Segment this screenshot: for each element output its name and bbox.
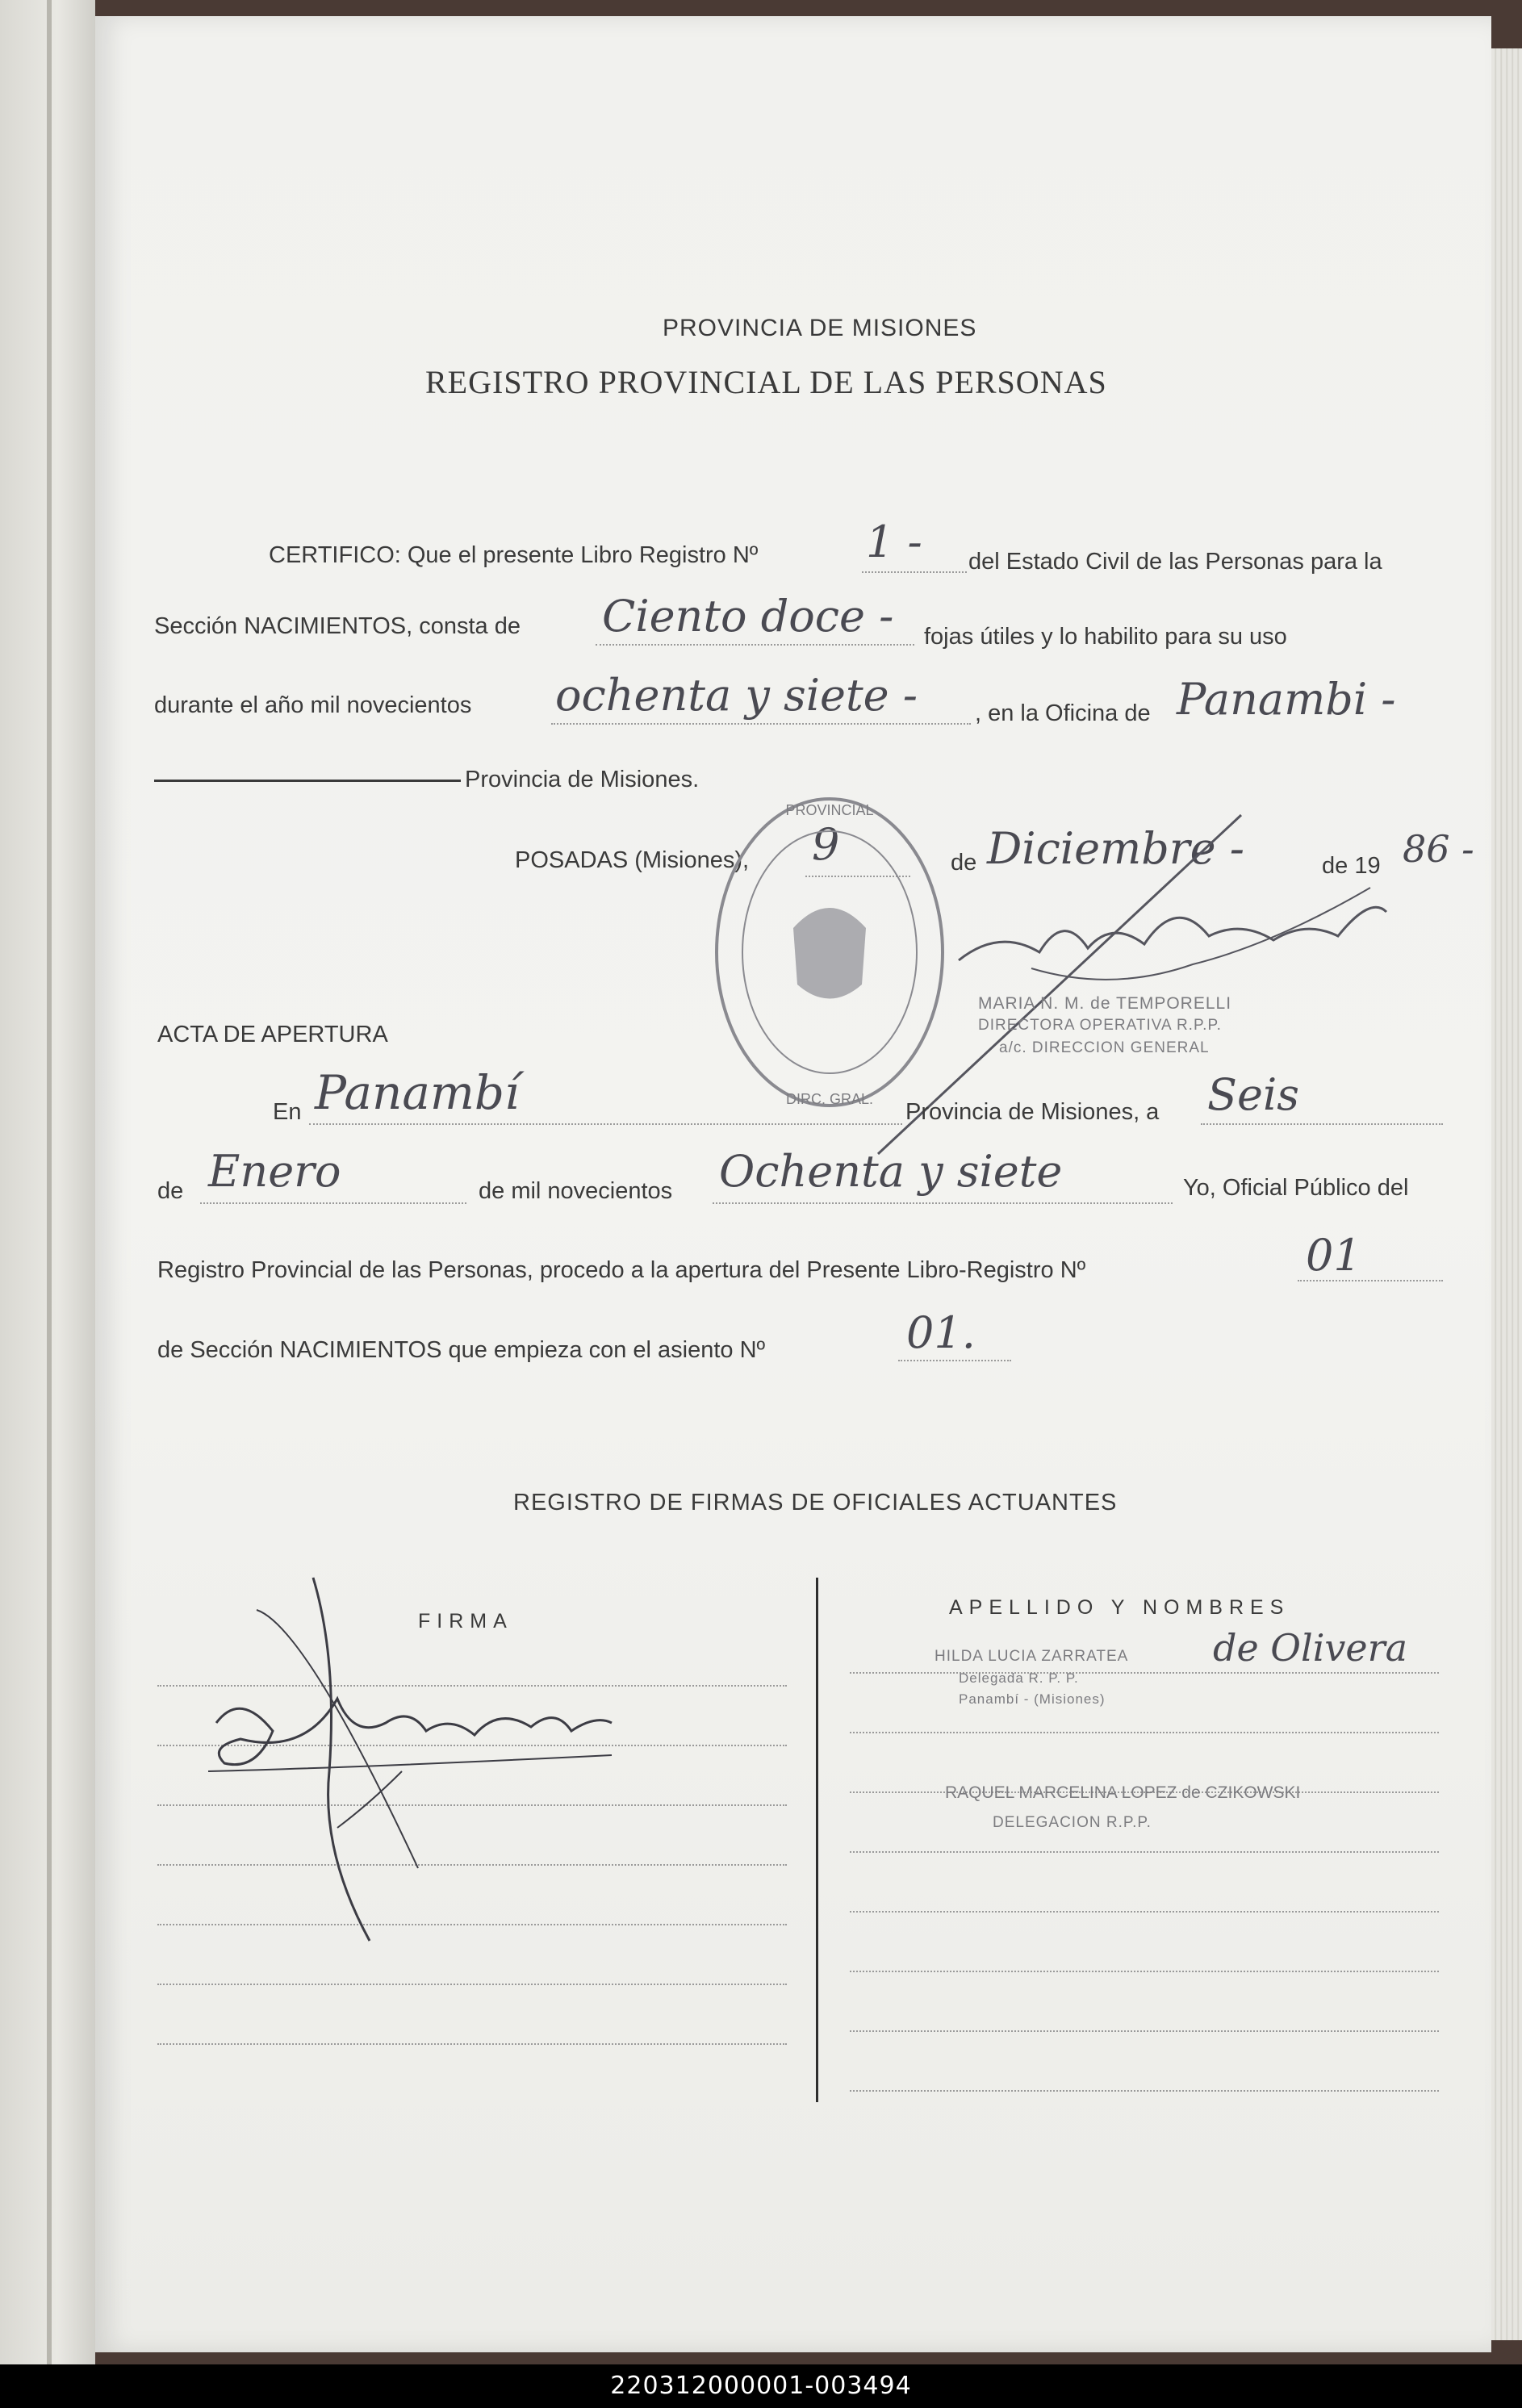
acta-year-handwritten: Ochenta y siete	[719, 1146, 1063, 1197]
director-name-stamp: MARIA N. M. de TEMPORELLI	[978, 994, 1232, 1013]
de-label: de	[951, 850, 977, 876]
year-suffix-handwritten: 86 -	[1403, 827, 1474, 871]
month-handwritten: Diciembre -	[987, 823, 1244, 874]
acta-de: de	[157, 1178, 184, 1204]
signature-line	[157, 2043, 787, 2045]
director-office-stamp: a/c. DIRECCION GENERAL	[999, 1039, 1210, 1056]
book-number-handwritten: 1 -	[866, 516, 922, 567]
col-firma-heading: FIRMA	[418, 1610, 513, 1633]
name-line	[850, 2090, 1439, 2092]
cert-line3-b: , en la Oficina de	[975, 700, 1151, 726]
acta-province-a: Provincia de Misiones, a	[905, 1099, 1160, 1125]
name-line	[850, 1911, 1439, 1913]
name-line	[850, 1851, 1439, 1853]
de-19-label: de 19	[1322, 853, 1381, 879]
director-role-stamp: DIRECTORA OPERATIVA R.P.P.	[978, 1017, 1222, 1034]
official1-handwritten-surname: de Olivera	[1213, 1626, 1408, 1670]
cert-line4: Provincia de Misiones.	[465, 767, 700, 792]
fill-line	[1201, 1123, 1443, 1125]
name-line	[850, 1971, 1439, 1972]
province-heading: PROVINCIA DE MISIONES	[663, 315, 977, 341]
official2-stamp-name: RAQUEL MARCELINA LOPEZ de CZIKOWSKI	[945, 1783, 1301, 1802]
day-handwritten: 9	[812, 819, 840, 870]
acta-place-handwritten: Panambí	[315, 1065, 520, 1120]
cert-line1-a: CERTIFICO: Que el presente Libro Registro Nº	[269, 542, 759, 568]
year-handwritten: ochenta y siete -	[555, 670, 918, 721]
col-names-heading: APELLIDO Y NOMBRES	[949, 1596, 1290, 1619]
book-spine	[47, 0, 52, 2364]
cert-line1-b: del Estado Civil de las Personas para la	[968, 549, 1382, 575]
registry-heading: REGISTRO PROVINCIAL DE LAS PERSONAS	[425, 364, 1107, 400]
name-line	[850, 1672, 1439, 1674]
signature-line	[157, 1984, 787, 1985]
official1-stamp-role: Delegada R. P. P.	[959, 1670, 1079, 1686]
fill-line	[713, 1202, 1173, 1204]
acta-entry-handwritten: 01.	[906, 1307, 976, 1358]
pages-handwritten: Ciento doce -	[602, 591, 894, 642]
document-page	[95, 16, 1491, 2352]
image-id-footer: 220312000001-003494	[0, 2364, 1522, 2408]
acta-oficial: Yo, Oficial Público del	[1183, 1175, 1409, 1201]
fill-line	[596, 644, 914, 646]
acta-mil: de mil novecientos	[479, 1178, 673, 1204]
cert-line2-b: fojas útiles y lo habilito para su uso	[924, 624, 1287, 650]
fill-line	[898, 1360, 1011, 1361]
acta-en: En	[273, 1099, 302, 1125]
svg-text:DIRC. GRAL.: DIRC. GRAL.	[785, 1091, 874, 1107]
office-handwritten: Panambi -	[1177, 674, 1396, 725]
acta-line3: Registro Provincial de las Personas, procedo a la apertura del Presente Libro-Registro Nº	[157, 1257, 1086, 1283]
official1-stamp-name: HILDA LUCIA ZARRATEA	[935, 1648, 1129, 1665]
name-line	[850, 1732, 1439, 1733]
fill-line	[551, 723, 971, 725]
cert-line2-a: Sección NACIMIENTOS, consta de	[154, 613, 521, 639]
page-stack-edge	[1491, 48, 1522, 2340]
fill-line	[309, 1123, 902, 1125]
acta-line4: de Sección NACIMIENTOS que empieza con el asiento Nº	[157, 1337, 766, 1363]
official-signature	[208, 1561, 628, 1949]
acta-month-handwritten: Enero	[208, 1146, 341, 1197]
office-continuation-line	[154, 780, 461, 782]
place-date-label: POSADAS (Misiones),	[515, 847, 750, 873]
svg-text:PROVINCIAL: PROVINCIAL	[785, 802, 874, 818]
fill-line	[1298, 1280, 1443, 1281]
signatures-heading: REGISTRO DE FIRMAS DE OFICIALES ACTUANTES	[513, 1490, 1118, 1515]
acta-day-handwritten: Seis	[1207, 1069, 1299, 1120]
cert-line3-a: durante el año mil novecientos	[154, 692, 472, 718]
acta-heading: ACTA DE APERTURA	[157, 1022, 388, 1047]
column-divider	[816, 1578, 818, 2102]
official1-stamp-place: Panambí - (Misiones)	[959, 1691, 1106, 1707]
fill-line	[862, 571, 967, 573]
acta-book-handwritten: 01	[1306, 1230, 1361, 1281]
official2-stamp-role: DELEGACION R.P.P.	[993, 1814, 1152, 1831]
name-line	[850, 2030, 1439, 2032]
fill-line	[200, 1202, 466, 1204]
